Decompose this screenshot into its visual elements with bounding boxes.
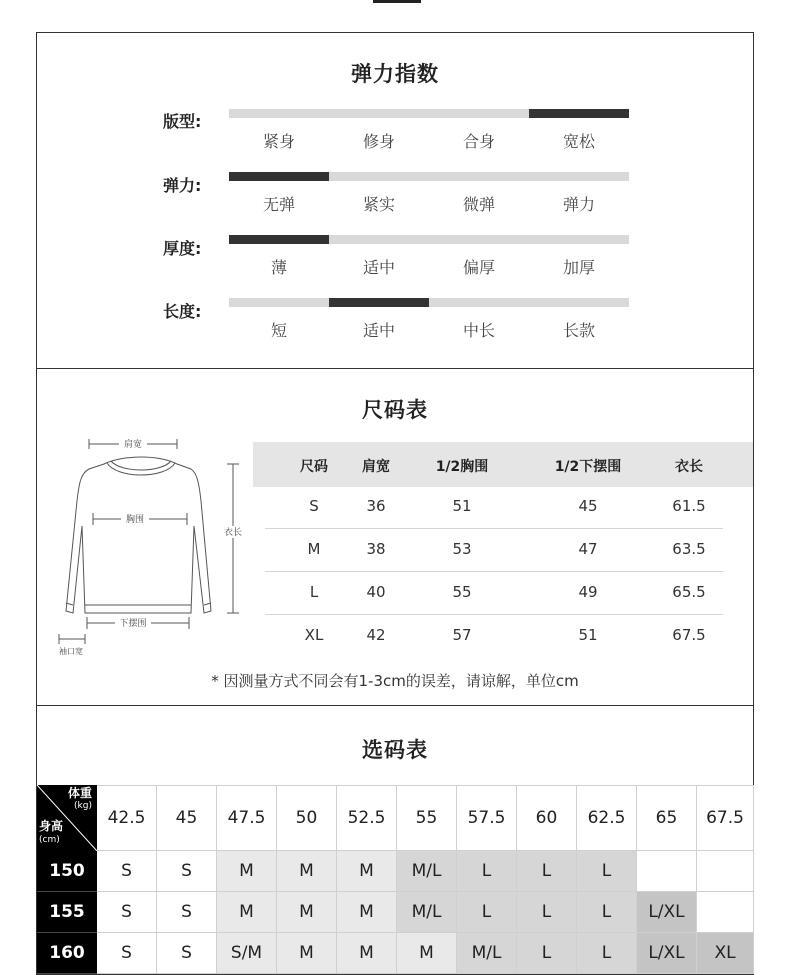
height-row-header: 155 — [37, 892, 97, 933]
height-row-header: 150 — [37, 851, 97, 892]
fit-index-panel — [36, 32, 754, 369]
fit-options — [229, 129, 629, 151]
size-recommendation-cell: S — [157, 851, 217, 892]
size-cell: 49 — [578, 583, 598, 601]
diagram-label-cuff: 袖口宽 — [59, 647, 83, 656]
fit-option: 宽松 — [562, 132, 595, 151]
size-header-cell: 尺码 — [300, 459, 328, 475]
diagram-label-length: 衣长 — [223, 528, 243, 538]
size-cell: 61.5 — [672, 497, 706, 515]
size-recommendation-cell: S — [97, 892, 157, 933]
size-chart-panel — [36, 368, 754, 706]
size-recommendation-cell: M — [217, 851, 277, 892]
weight-header-cell: 45 — [157, 785, 217, 851]
weight-header-cell: 47.5 — [217, 785, 277, 851]
size-recommendation-cell: L — [517, 851, 577, 892]
size-recommendation-cell: M — [397, 933, 457, 974]
fit-option: 适中 — [362, 321, 395, 340]
fit-scale-indicator — [329, 298, 429, 307]
fit-row-label: 版型: — [163, 112, 202, 131]
weight-header-cell: 50 — [277, 785, 337, 851]
size-recommendation-cell: M — [217, 892, 277, 933]
size-recommendation-cell — [637, 851, 697, 892]
fit-options — [229, 318, 629, 340]
fit-option: 弹力 — [562, 195, 595, 214]
size-cell: 40 — [366, 583, 386, 601]
fit-option: 中长 — [462, 321, 495, 340]
size-recommendation-cell: M — [277, 851, 337, 892]
measurement-note: * 因测量方式不同会有1-3cm的误差，请谅解，单位cm — [211, 672, 579, 690]
size-recommendation-cell: S — [97, 851, 157, 892]
size-header-cell: 1/2胸围 — [435, 459, 489, 475]
height-row-header: 160 — [37, 933, 97, 974]
size-recommendation-cell: M/L — [397, 892, 457, 933]
size-cell: 51 — [452, 497, 472, 515]
fit-option: 无弹 — [262, 195, 295, 214]
size-cell: 63.5 — [672, 540, 706, 558]
fit-option: 微弹 — [462, 195, 495, 214]
size-cell: 57 — [452, 626, 472, 644]
weight-header-cell: 55 — [397, 785, 457, 851]
size-cell: 38 — [366, 540, 386, 558]
diagram-label-hem: 下摆围 — [119, 619, 147, 629]
size-recommendation-cell: M — [337, 933, 397, 974]
fit-option: 紧身 — [262, 132, 295, 151]
size-recommendation-cell: M — [337, 892, 397, 933]
size-cell: 42 — [366, 626, 386, 644]
size-recommendation-cell — [697, 892, 754, 933]
fit-option: 薄 — [270, 258, 287, 277]
fit-option: 修身 — [362, 132, 395, 151]
size-cell: 47 — [578, 540, 598, 558]
size-chart-title: 尺码表 — [362, 398, 428, 422]
weight-header-cell: 57.5 — [457, 785, 517, 851]
size-header-cell: 肩宽 — [362, 459, 390, 475]
garment-measurement-diagram — [49, 431, 249, 661]
size-cell: M — [307, 540, 321, 558]
fit-option: 合身 — [462, 132, 495, 151]
size-recommendation-cell: S — [157, 892, 217, 933]
row-divider — [265, 528, 723, 529]
size-cell: 36 — [366, 497, 386, 515]
size-header-cell: 1/2下摆围 — [554, 459, 622, 475]
size-recommendation-cell: L/XL — [637, 933, 697, 974]
fit-option: 加厚 — [562, 258, 595, 277]
fit-row-label: 长度: — [163, 302, 202, 321]
weight-header-cell: 62.5 — [577, 785, 637, 851]
size-recommendation-cell: L — [457, 851, 517, 892]
fit-scale-indicator — [529, 109, 629, 118]
fit-scale-bar — [229, 109, 629, 118]
top-divider — [373, 0, 421, 3]
size-recommendation-panel — [36, 705, 754, 975]
weight-header-cell: 67.5 — [697, 785, 754, 851]
fit-option: 紧实 — [362, 195, 395, 214]
size-header-cell: 衣长 — [675, 459, 703, 475]
size-recommendation-cell: M/L — [397, 851, 457, 892]
size-cell: 53 — [452, 540, 472, 558]
fit-option: 偏厚 — [462, 258, 495, 277]
size-table-header — [253, 442, 753, 487]
size-recommendation-cell: M/L — [457, 933, 517, 974]
size-cell: 67.5 — [672, 626, 706, 644]
fit-row-label: 厚度: — [163, 239, 202, 258]
size-recommendation-cell: L/XL — [637, 892, 697, 933]
fit-option: 短 — [270, 321, 287, 340]
fit-option: 长款 — [562, 321, 595, 340]
size-recommendation-cell: M — [277, 892, 337, 933]
size-cell: 51 — [578, 626, 598, 644]
fit-scale-bar — [229, 298, 629, 307]
diagram-label-shoulder: 肩宽 — [123, 440, 143, 450]
size-cell: 65.5 — [672, 583, 706, 601]
fit-scale-indicator — [229, 235, 329, 244]
row-divider — [265, 571, 723, 572]
size-recommendation-cell: S — [97, 933, 157, 974]
size-cell: 55 — [452, 583, 472, 601]
size-recommendation-cell: L — [457, 892, 517, 933]
size-cell: L — [309, 583, 319, 601]
fit-scale-bar — [229, 235, 629, 244]
diagram-label-chest: 胸围 — [125, 515, 145, 525]
size-cell: XL — [304, 626, 324, 644]
size-recommendation-cell: M — [277, 933, 337, 974]
weight-header-cell: 42.5 — [97, 785, 157, 851]
row-divider — [265, 614, 723, 615]
weight-header-cell: 65 — [637, 785, 697, 851]
size-cell: 45 — [578, 497, 598, 515]
size-recommendation-cell: L — [577, 851, 637, 892]
size-recommendation-cell: L — [517, 892, 577, 933]
fit-options — [229, 255, 629, 277]
fit-scale-bar — [229, 172, 629, 181]
size-recommendation-title: 选码表 — [362, 738, 428, 762]
size-recommendation-cell: XL — [697, 933, 754, 974]
weight-header-row — [37, 785, 755, 851]
fit-scale-indicator — [229, 172, 329, 181]
height-axis-label: 身高 (cm) — [39, 819, 64, 845]
size-recommendation-cell: L — [577, 933, 637, 974]
fit-index-title: 弹力指数 — [351, 62, 439, 86]
size-recommendation-cell — [697, 851, 754, 892]
fit-option: 适中 — [362, 258, 395, 277]
fit-row-label: 弹力: — [163, 176, 202, 195]
weight-header-cell: 52.5 — [337, 785, 397, 851]
size-recommendation-cell: L — [577, 892, 637, 933]
weight-axis-label: 体重 (kg) — [67, 786, 92, 811]
size-cell: S — [309, 497, 319, 515]
size-recommendation-cell: S — [157, 933, 217, 974]
weight-header-cell: 60 — [517, 785, 577, 851]
fit-options — [229, 192, 629, 214]
size-recommendation-cell: M — [337, 851, 397, 892]
size-recommendation-cell: S/M — [217, 933, 277, 974]
size-recommendation-cell: L — [517, 933, 577, 974]
